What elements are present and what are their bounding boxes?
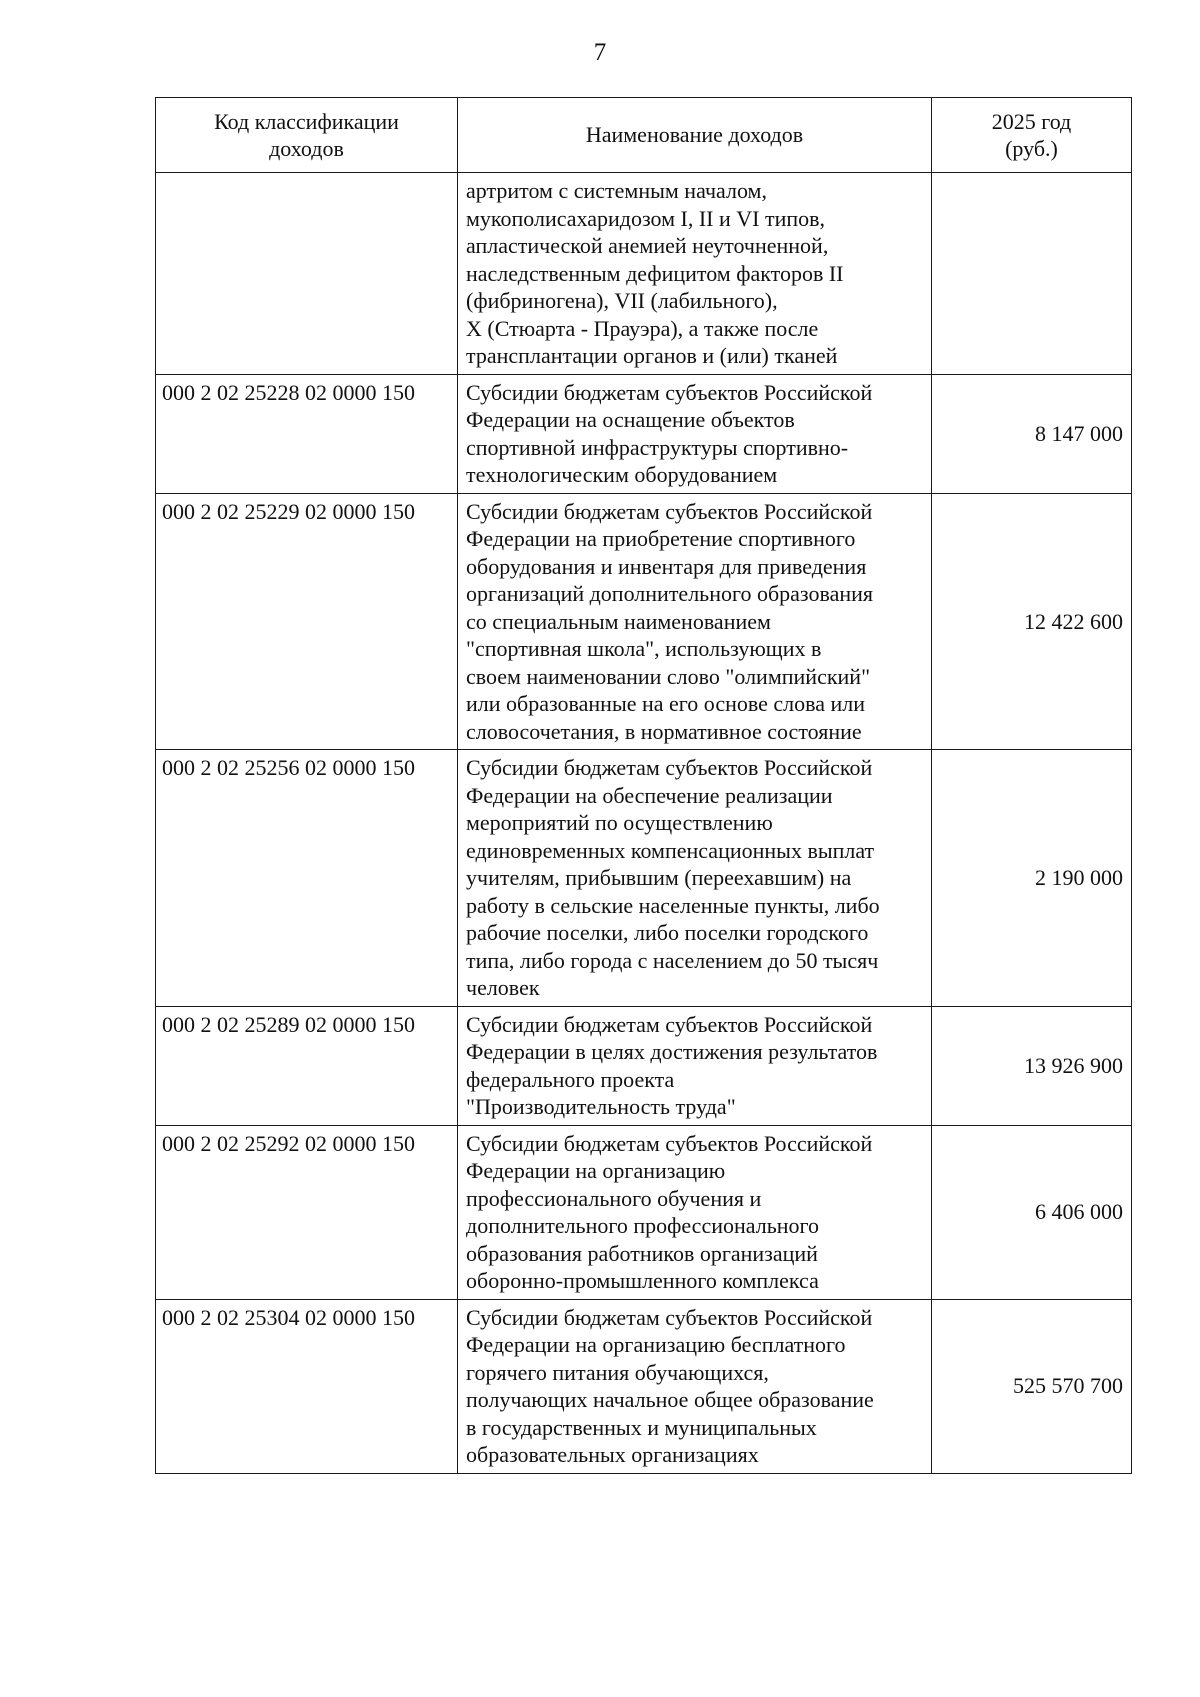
income-code: 000 2 02 25292 02 0000 150 [156, 1125, 458, 1299]
income-name-line: "спортивная школа", использующих в [466, 636, 822, 661]
header-amount-line: 2025 год [991, 108, 1072, 134]
table-row [156, 374, 1132, 493]
income-name-line: типа, либо города с населением до 50 тысяч [466, 947, 879, 973]
income-name-line: апластической анемией неуточненной, [466, 233, 829, 258]
income-code: 000 2 02 25229 02 0000 150 [156, 493, 458, 750]
income-name [458, 493, 932, 750]
income-name-line: оборудования и инвентаря для приведения [466, 553, 867, 579]
income-name [458, 750, 932, 1007]
income-name-line: в государственных и муниципальных [466, 1414, 817, 1440]
income-name-line: артритом с системным началом, [466, 178, 767, 203]
header-code-line: Код классификации [214, 108, 399, 134]
income-table [155, 97, 1132, 1474]
income-name-line: оборонно-промышленного комплекса [466, 1268, 819, 1293]
income-name-line: образовательных организациях [466, 1442, 759, 1467]
income-name-line: Федерации на обеспечение реализации [466, 782, 833, 808]
income-name-line: со специальным наименованием [466, 608, 771, 634]
income-amount: 525 570 700 [932, 1299, 1132, 1473]
income-name-line: единовременных компенсационных выплат [466, 837, 875, 863]
income-name-line: Субсидии бюджетам субъектов Российской [466, 498, 873, 524]
table-row [156, 493, 1132, 750]
income-code [156, 173, 458, 375]
header-amount-line: (руб.) [1005, 136, 1058, 161]
income-name-line: словосочетания, в нормативное состояние [466, 718, 862, 744]
table-row [156, 173, 1132, 375]
income-name-line: Федерации на организацию бесплатного [466, 1332, 846, 1357]
income-code: 000 2 02 25304 02 0000 150 [156, 1299, 458, 1473]
header-code-line: доходов [269, 136, 344, 161]
income-name-line: наследственным дефицитом факторов II [466, 260, 844, 286]
income-name-line: человек [466, 975, 540, 1000]
income-name-line: организаций дополнительного образования [466, 581, 873, 606]
table-row [156, 1006, 1132, 1125]
income-name-line: спортивной инфраструктуры спортивно- [466, 434, 849, 460]
income-name-line: работу в сельские населенные пункты, либо [466, 892, 880, 918]
income-name-line: Федерации на приобретение спортивного [466, 526, 856, 551]
table-body [156, 173, 1132, 1474]
income-name-line: Субсидии бюджетам субъектов Российской [466, 1130, 873, 1156]
header-amount [932, 98, 1132, 173]
income-name-line: (фибриногена), VII (лабильного), [466, 288, 778, 313]
page-number: 7 [593, 39, 607, 66]
income-name-line: рабочие поселки, либо поселки городского [466, 920, 869, 945]
income-name-line: Субсидии бюджетам субъектов Российской [466, 755, 873, 780]
income-name-line: получающих начальное общее образование [466, 1387, 874, 1412]
income-amount: 13 926 900 [932, 1006, 1132, 1125]
income-amount: 12 422 600 [932, 493, 1132, 750]
income-name [458, 173, 932, 375]
income-name-line: трансплантации органов и (или) тканей [466, 343, 838, 368]
table-row [156, 1125, 1132, 1299]
income-amount: 8 147 000 [932, 374, 1132, 493]
income-name-line: мероприятий по осуществлению [466, 810, 773, 835]
income-name-line: учителям, прибывшим (переехавшим) на [466, 865, 852, 890]
income-code: 000 2 02 25289 02 0000 150 [156, 1006, 458, 1125]
income-name [458, 1125, 932, 1299]
income-name-line: "Производительность труда" [466, 1094, 736, 1119]
table-header-row [156, 98, 1132, 173]
income-name-line: дополнительного профессионального [466, 1213, 819, 1238]
income-amount [932, 173, 1132, 375]
header-name: Наименование доходов [458, 98, 932, 173]
income-name-line: Субсидии бюджетам субъектов Российской [466, 379, 873, 405]
header-code [156, 98, 458, 173]
table-row [156, 1299, 1132, 1473]
income-name-line: Федерации на организацию [466, 1158, 726, 1183]
income-name-line: горячего питания обучающихся, [466, 1359, 769, 1385]
income-name-line: Федерации на оснащение объектов [466, 407, 795, 432]
income-name-line: или образованные на его основе слова или [466, 691, 866, 716]
income-name-line: образования работников организаций [466, 1240, 818, 1266]
income-name-line: профессионального обучения и [466, 1185, 762, 1211]
income-name [458, 1299, 932, 1473]
income-code: 000 2 02 25256 02 0000 150 [156, 750, 458, 1007]
table-row [156, 750, 1132, 1007]
income-name-line: федерального проекта [466, 1066, 675, 1092]
income-name-line: Субсидии бюджетам субъектов Российской [466, 1304, 873, 1330]
income-name [458, 374, 932, 493]
income-name-line: своем наименовании слово "олимпийский" [466, 663, 871, 689]
income-amount: 2 190 000 [932, 750, 1132, 1007]
income-amount: 6 406 000 [932, 1125, 1132, 1299]
income-name-line: технологическим оборудованием [466, 462, 778, 487]
income-name-line: Федерации в целях достижения результатов [466, 1039, 878, 1064]
income-name-line: X (Стюарта - Прауэра), а также после [466, 315, 819, 341]
income-name-line: Субсидии бюджетам субъектов Российской [466, 1011, 873, 1037]
income-name-line: мукополисахаридозом I, II и VI типов, [466, 205, 826, 231]
income-name [458, 1006, 932, 1125]
income-code: 000 2 02 25228 02 0000 150 [156, 374, 458, 493]
